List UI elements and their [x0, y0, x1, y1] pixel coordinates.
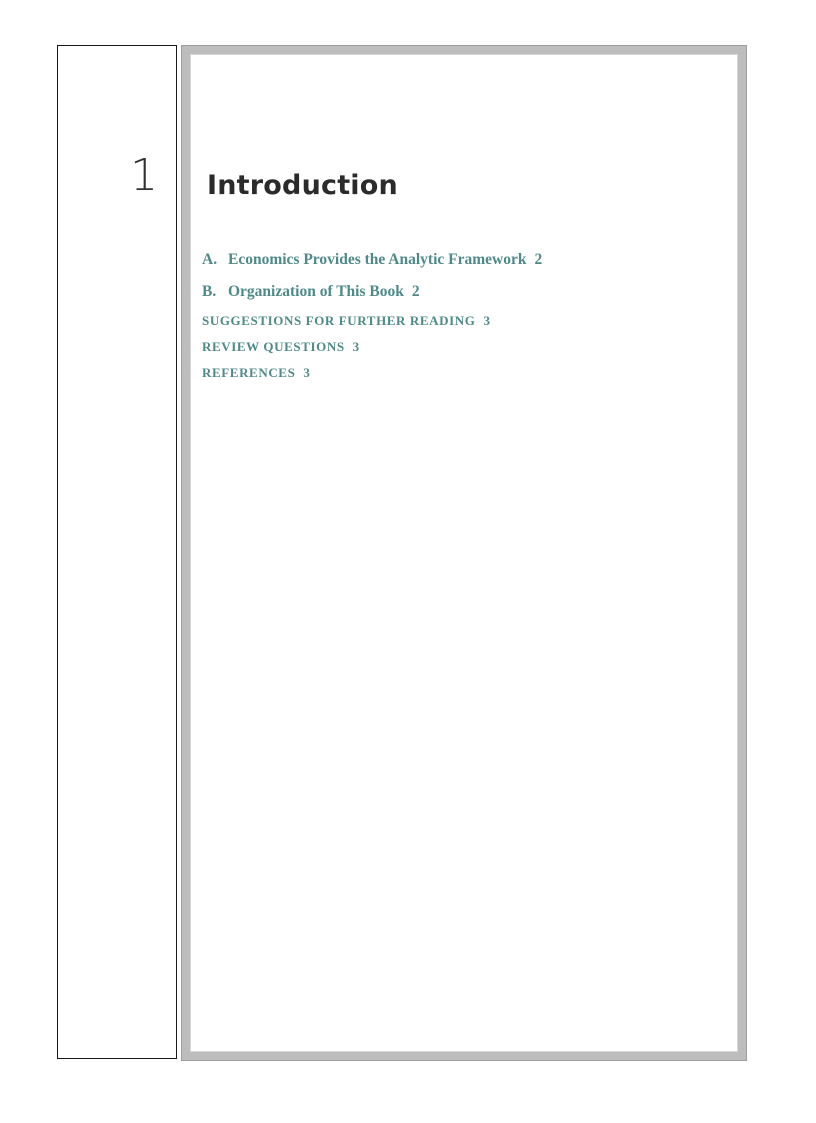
- toc-entry-page: 3: [352, 339, 360, 354]
- toc-entry-page: 3: [483, 313, 491, 328]
- toc-entry-b[interactable]: [202, 276, 542, 308]
- toc-entry-review-questions[interactable]: [202, 334, 542, 360]
- chapter-number-panel: [57, 45, 177, 1059]
- toc-entry-references[interactable]: [202, 360, 542, 386]
- toc-entry-title: SUGGESTIONS FOR FURTHER READING: [202, 313, 476, 328]
- toc-entry-page: 2: [534, 251, 543, 268]
- chapter-opener-frame: [181, 45, 747, 1061]
- toc-entry-further-reading[interactable]: [202, 308, 542, 334]
- chapter-number: 1: [130, 150, 158, 201]
- toc-entry-title: REVIEW QUESTIONS: [202, 339, 345, 354]
- toc-entry-title: Organization of This Book: [228, 283, 404, 300]
- chapter-title: Introduction: [207, 170, 398, 201]
- toc-entry-title: Economics Provides the Analytic Framework: [228, 251, 527, 268]
- chapter-contents: [202, 244, 542, 386]
- toc-entry-page: 2: [411, 283, 420, 300]
- toc-entry-title: REFERENCES: [202, 365, 296, 380]
- toc-entry-letter: A.: [202, 251, 218, 268]
- toc-entry-a[interactable]: [202, 244, 542, 276]
- toc-entry-page: 3: [303, 365, 311, 380]
- toc-entry-letter: B.: [202, 283, 217, 300]
